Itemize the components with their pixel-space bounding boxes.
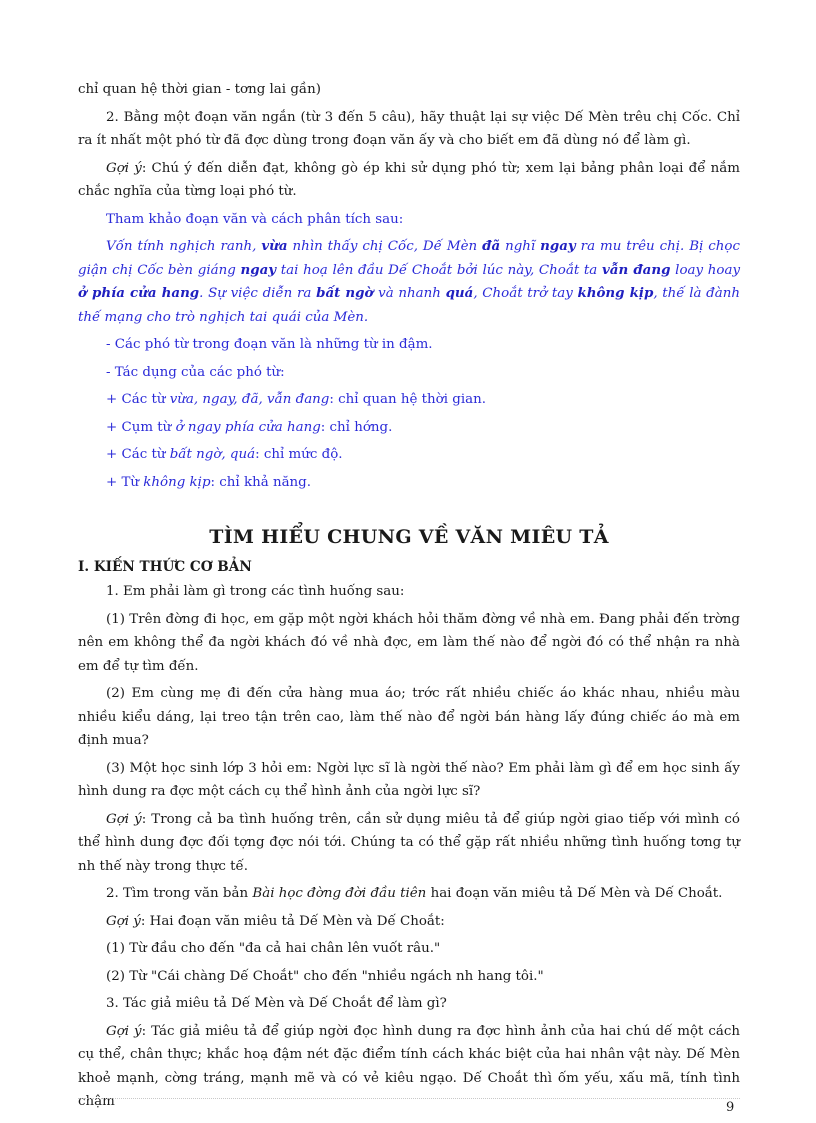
section-title: I. KIẾN THỨC CƠ BẢN bbox=[78, 559, 252, 575]
analysis-meaning: : chỉ quan hệ thời gian. bbox=[329, 392, 486, 407]
hint-label: Gợi ý bbox=[106, 913, 141, 929]
sample-text-run: tai hoạ lên đầu Dế Choắt bởi lúc này, Choắt ta bbox=[276, 262, 603, 278]
reference-intro: Tham khảo đoạn văn và cách phân tích sau: bbox=[106, 211, 404, 227]
analysis-prefix: + Từ bbox=[106, 474, 144, 490]
bold-adverb: bất ngờ bbox=[316, 285, 374, 301]
sample-text-run: ra mu trêu chị. Bị chọc giận chị Cốc bèn giáng bbox=[78, 239, 740, 278]
bold-adverb: đã bbox=[482, 238, 501, 254]
sample-text-run: loay hoay bbox=[670, 262, 741, 278]
analysis-meaning: : chỉ khả năng. bbox=[210, 474, 312, 490]
analysis-prefix: - Tác dụng của các phó từ: bbox=[106, 364, 285, 380]
segment-2: (2) Từ "Cái chàng Dế Choắt" cho đến "nhiều ngách nh hang tôi." bbox=[106, 968, 544, 984]
hint-label: Gợi ý bbox=[106, 1023, 142, 1039]
q2-prefix: 2. Tìm trong văn bản bbox=[106, 886, 253, 901]
analysis-terms: vừa, ngay, đã, vẫn đang bbox=[169, 392, 330, 407]
situation-1: (1) Trên đờng đi học, em gặp một ngời khách hỏi thăm đờng về nhà em. Đang phải đến trờng nên em không thể đa ngời khách đó về nhà đợc, em làm thế nào để ngời đó có thể nhận ra nhà em để tự tìm đến. bbox=[78, 611, 740, 674]
bold-adverb: vừa bbox=[261, 238, 288, 254]
hint-label: Gợi ý bbox=[106, 160, 142, 176]
hint-purpose bbox=[78, 1020, 740, 1114]
bold-adverb: ngay bbox=[540, 238, 576, 254]
hint-situations bbox=[78, 808, 740, 879]
analysis-item bbox=[78, 388, 740, 412]
sample-text-run: , thế là đành thế mạng cho trò nghịch tai quái của Mèn. bbox=[78, 286, 740, 325]
sample-text-run: . Sự việc diễn ra bbox=[199, 286, 317, 301]
page-content bbox=[78, 78, 740, 1118]
hint-segments bbox=[78, 910, 740, 934]
footer-divider bbox=[78, 1098, 740, 1099]
analysis-terms: bất ngờ, quá bbox=[169, 447, 256, 462]
question-1: 1. Em phải làm gì trong các tình huống sau: bbox=[106, 584, 405, 599]
analysis-terms: không kịp bbox=[143, 474, 211, 490]
sample-paragraph bbox=[78, 235, 740, 329]
analysis-terms: ở ngay phía cửa hang bbox=[175, 419, 321, 435]
sample-text-run: nghĩ bbox=[500, 239, 541, 254]
sample-text-run: Vốn tính nghịch ranh, bbox=[106, 239, 262, 254]
analysis-item bbox=[78, 361, 740, 385]
question-3: 3. Tác giả miêu tả Dế Mèn và Dế Choắt để làm gì? bbox=[106, 996, 447, 1011]
hint-text: : Tác giả miêu tả để giúp ngời đọc hình dung ra đợc hình ảnh của hai chú dế một cách cụ thể, chân thực; khắc hoạ đậm nét đặc điểm tính cách khác biệt của hai nhân vật này. Dế Mèn khoẻ mạnh, cờng tráng, mạnh mẽ và có vẻ kiêu ngạo. Dế Choắt thì ốm yếu, xấu mã, tính tình chậm bbox=[78, 1023, 740, 1109]
hint-text: : Chú ý đến diễn đạt, không gò ép khi sử dụng phó từ; xem lại bảng phân loại để nắm chắc nghĩa của từng loại phó từ. bbox=[78, 160, 740, 199]
analysis-item bbox=[78, 416, 740, 440]
segment-1: (1) Từ đầu cho đến "đa cả hai chân lên vuốt râu." bbox=[106, 941, 441, 956]
sample-text-run: nhìn thấy chị Cốc, Dế Mèn bbox=[287, 239, 483, 254]
situation-3: (3) Một học sinh lớp 3 hỏi em: Ngời lực sĩ là ngời thế nào? Em phải làm gì để em học sinh ấy hình dung ra đợc một cách cụ thể hình ảnh của ngời lực sĩ? bbox=[78, 760, 740, 799]
continuation-line: chỉ quan hệ thời gian - tơng lai gần) bbox=[78, 82, 321, 97]
text-title: Bài học đờng đời đầu tiên bbox=[252, 886, 427, 901]
sample-text-run: và nhanh bbox=[373, 286, 446, 301]
page-number: 9 bbox=[726, 1100, 735, 1115]
analysis-list bbox=[78, 333, 740, 494]
analysis-item bbox=[78, 471, 740, 495]
analysis-meaning: : chỉ hớng. bbox=[320, 419, 393, 435]
hint-text: : Hai đoạn văn miêu tả Dế Mèn và Dế Choắt: bbox=[140, 913, 445, 929]
analysis-prefix: + Các từ bbox=[106, 447, 170, 462]
situation-2: (2) Em cùng mẹ đi đến cửa hàng mua áo; trớc rất nhiều chiếc áo khác nhau, nhiều màu nhiều kiểu dáng, lại treo tận trên cao, làm thế nào để ngời bán hàng lấy đúng chiếc áo mà em định mua? bbox=[78, 686, 740, 748]
hint-text: : Trong cả ba tình huống trên, cần sử dụng miêu tả để giúp ngời giao tiếp với mình có thể hình dung đợc đối tợng đợc nói tới. Chúng ta có thể gặp rất nhiều những tình huống tơng tự nh thế này trong thực tế. bbox=[78, 811, 740, 874]
sample-text-run: , Choắt trở tay bbox=[473, 286, 578, 301]
analysis-item bbox=[78, 443, 740, 467]
hint-phrase bbox=[78, 157, 740, 204]
question-2 bbox=[78, 882, 740, 906]
analysis-prefix: + Các từ bbox=[106, 392, 170, 407]
bold-adverb: ngay bbox=[240, 261, 277, 278]
bold-adverb: vẫn đang bbox=[602, 261, 671, 278]
analysis-item bbox=[78, 333, 740, 357]
analysis-prefix: + Cụm từ bbox=[106, 419, 176, 435]
chapter-heading: TÌM HIỂU CHUNG VỀ VĂN MIÊU TẢ bbox=[209, 526, 609, 548]
analysis-meaning: : chỉ mức độ. bbox=[255, 447, 343, 462]
q2-suffix: hai đoạn văn miêu tả Dế Mèn và Dế Choắt. bbox=[426, 886, 723, 901]
bold-adverb: không kịp bbox=[577, 285, 654, 301]
bold-adverb: quá bbox=[445, 285, 474, 301]
bold-adverb: ở phía cửa hang bbox=[78, 285, 200, 301]
question-2-phrase: 2. Bằng một đoạn văn ngắn (từ 3 đến 5 câu), hãy thuật lại sự việc Dế Mèn trêu chị Cốc. Chỉ ra ít nhất một phó từ đã đợc dùng trong đoạn văn ấy và cho biết em đã dùng nó để làm gì. bbox=[78, 109, 740, 148]
hint-label: Gợi ý bbox=[106, 811, 142, 827]
analysis-prefix: - Các phó từ trong đoạn văn là những từ in đậm. bbox=[106, 337, 433, 352]
